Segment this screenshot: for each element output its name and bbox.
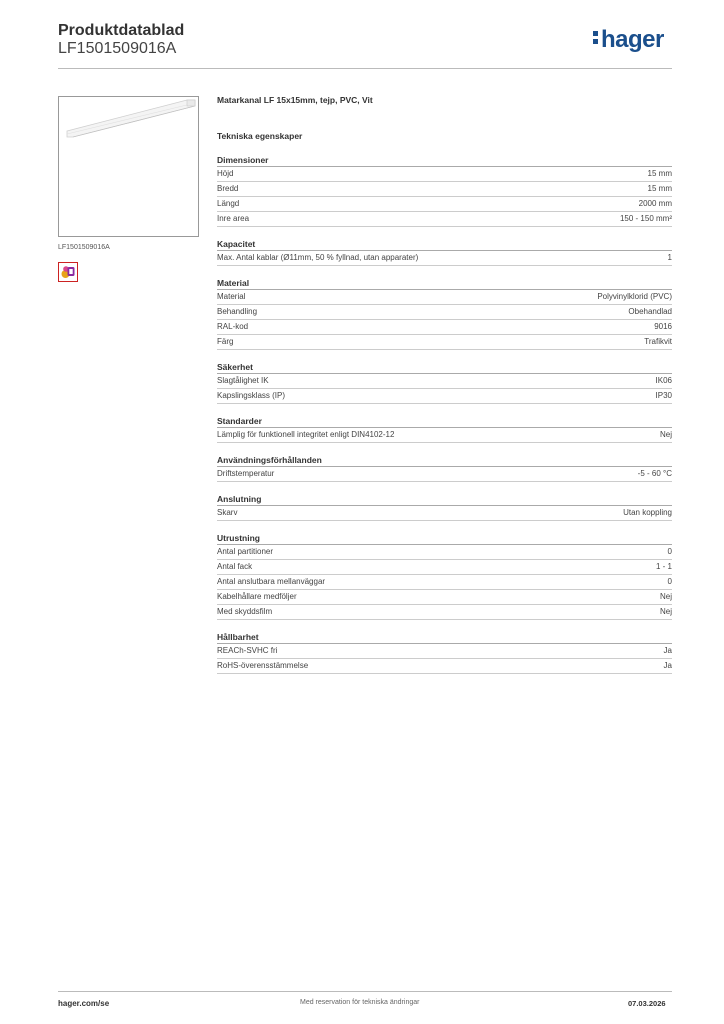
section-title: Anslutning (217, 494, 672, 506)
spec-label: Skarv (217, 508, 238, 517)
hager-logo[interactable] (593, 26, 664, 54)
spec-label: Färg (217, 337, 234, 346)
spec-label: RoHS-överensstämmelse (217, 661, 309, 670)
spec-value: Ja (663, 661, 672, 670)
spec-section (217, 239, 672, 266)
spec-row (217, 212, 672, 227)
spec-label: Inre area (217, 214, 250, 223)
spec-value: Obehandlad (628, 307, 672, 316)
spec-label: Material (217, 292, 246, 301)
section-title: Standarder (217, 416, 672, 428)
spec-row (217, 167, 672, 182)
technical-properties-title: Tekniska egenskaper (217, 131, 303, 141)
spec-label: Höjd (217, 169, 234, 178)
product-image-caption: LF1501509016A (58, 244, 110, 251)
spec-value: 150 - 150 mm² (619, 214, 672, 223)
spec-value: 9016 (654, 322, 672, 331)
footer-date: 07.03.2026 (628, 999, 666, 1008)
spec-row (217, 644, 672, 659)
spec-value: IK06 (655, 376, 672, 385)
spec-label: Max. Antal kablar (Ø11mm, 50 % fyllnad, utan apparater) (217, 253, 419, 262)
spec-row (217, 575, 672, 590)
spec-row (217, 659, 672, 674)
spec-row (217, 290, 672, 305)
section-title: Hållbarhet (217, 632, 672, 644)
spec-section (217, 632, 672, 674)
spec-label: Med skyddsfilm (217, 607, 273, 616)
footer-disclaimer: Med reservation för tekniska ändringar (300, 999, 420, 1006)
spec-row (217, 506, 672, 521)
spec-value: Nej (659, 430, 672, 439)
section-title: Dimensioner (217, 155, 672, 167)
product-title: Matarkanal LF 15x15mm, tejp, PVC, Vit (217, 95, 373, 105)
spec-section (217, 494, 672, 521)
spec-value: 2000 mm (638, 199, 672, 208)
spec-value: IP30 (655, 391, 672, 400)
spec-row (217, 374, 672, 389)
spec-section (217, 278, 672, 350)
logo-text: hager (601, 26, 664, 53)
section-title: Material (217, 278, 672, 290)
section-title: Kapacitet (217, 239, 672, 251)
eco-label-icon (59, 263, 77, 281)
section-title: Säkerhet (217, 362, 672, 374)
spec-label: Antal anslutbara mellanväggar (217, 577, 326, 586)
product-image (58, 96, 199, 237)
spec-section (217, 455, 672, 482)
header-title: Produktdatablad (58, 22, 185, 39)
spec-section (217, 533, 672, 620)
spec-section (217, 416, 672, 443)
spec-row (217, 305, 672, 320)
spec-value: 0 (667, 547, 672, 556)
main-content (217, 95, 672, 674)
spec-label: REACh-SVHC fri (217, 646, 278, 655)
spec-row (217, 428, 672, 443)
spec-row (217, 197, 672, 212)
spec-value: 15 mm (647, 169, 672, 178)
spec-section (217, 362, 672, 404)
spec-value: Nej (659, 592, 672, 601)
spec-value: 1 (667, 253, 672, 262)
spec-label: Kabelhållare medföljer (217, 592, 297, 601)
spec-row (217, 335, 672, 350)
spec-section (217, 155, 672, 227)
spec-row (217, 182, 672, 197)
spec-label: Antal partitioner (217, 547, 274, 556)
spec-label: Kapslingsklass (IP) (217, 391, 286, 400)
spec-label: Behandling (217, 307, 258, 316)
spec-label: Antal fack (217, 562, 253, 571)
spec-row (217, 590, 672, 605)
spec-row (217, 560, 672, 575)
spec-value: 0 (667, 577, 672, 586)
spec-value: 1 - 1 (655, 562, 672, 571)
spec-row (217, 251, 672, 266)
section-title: Utrustning (217, 533, 672, 545)
spec-value: Nej (659, 607, 672, 616)
spec-value: Trafikvit (644, 337, 672, 346)
spec-row (217, 389, 672, 404)
spec-value: -5 - 60 °C (637, 469, 672, 478)
sustainability-badge[interactable] (58, 262, 78, 282)
footer-website-link[interactable]: hager.com/se (58, 999, 110, 1008)
spec-value: Ja (663, 646, 672, 655)
footer-divider (58, 991, 672, 992)
spec-row (217, 467, 672, 482)
spec-row (217, 545, 672, 560)
spec-label: Lämplig för funktionell integritet enligt DIN4102-12 (217, 430, 395, 439)
spec-label: Driftstemperatur (217, 469, 275, 478)
spec-label: RAL-kod (217, 322, 249, 331)
spec-value: Polyvinylklorid (PVC) (597, 292, 672, 301)
spec-label: Bredd (217, 184, 239, 193)
spec-label: Slagtålighet IK (217, 376, 269, 385)
spec-value: Utan koppling (623, 508, 672, 517)
spec-row (217, 320, 672, 335)
properties-sections (217, 155, 672, 674)
section-title: Användningsförhållanden (217, 455, 672, 467)
logo-dots-icon (593, 31, 599, 45)
spec-label: Längd (217, 199, 240, 208)
spec-row (217, 605, 672, 620)
header-product-code: LF1501509016A (58, 40, 177, 57)
cable-duct-illustration (59, 97, 198, 236)
header-divider (58, 68, 672, 69)
spec-value: 15 mm (647, 184, 672, 193)
